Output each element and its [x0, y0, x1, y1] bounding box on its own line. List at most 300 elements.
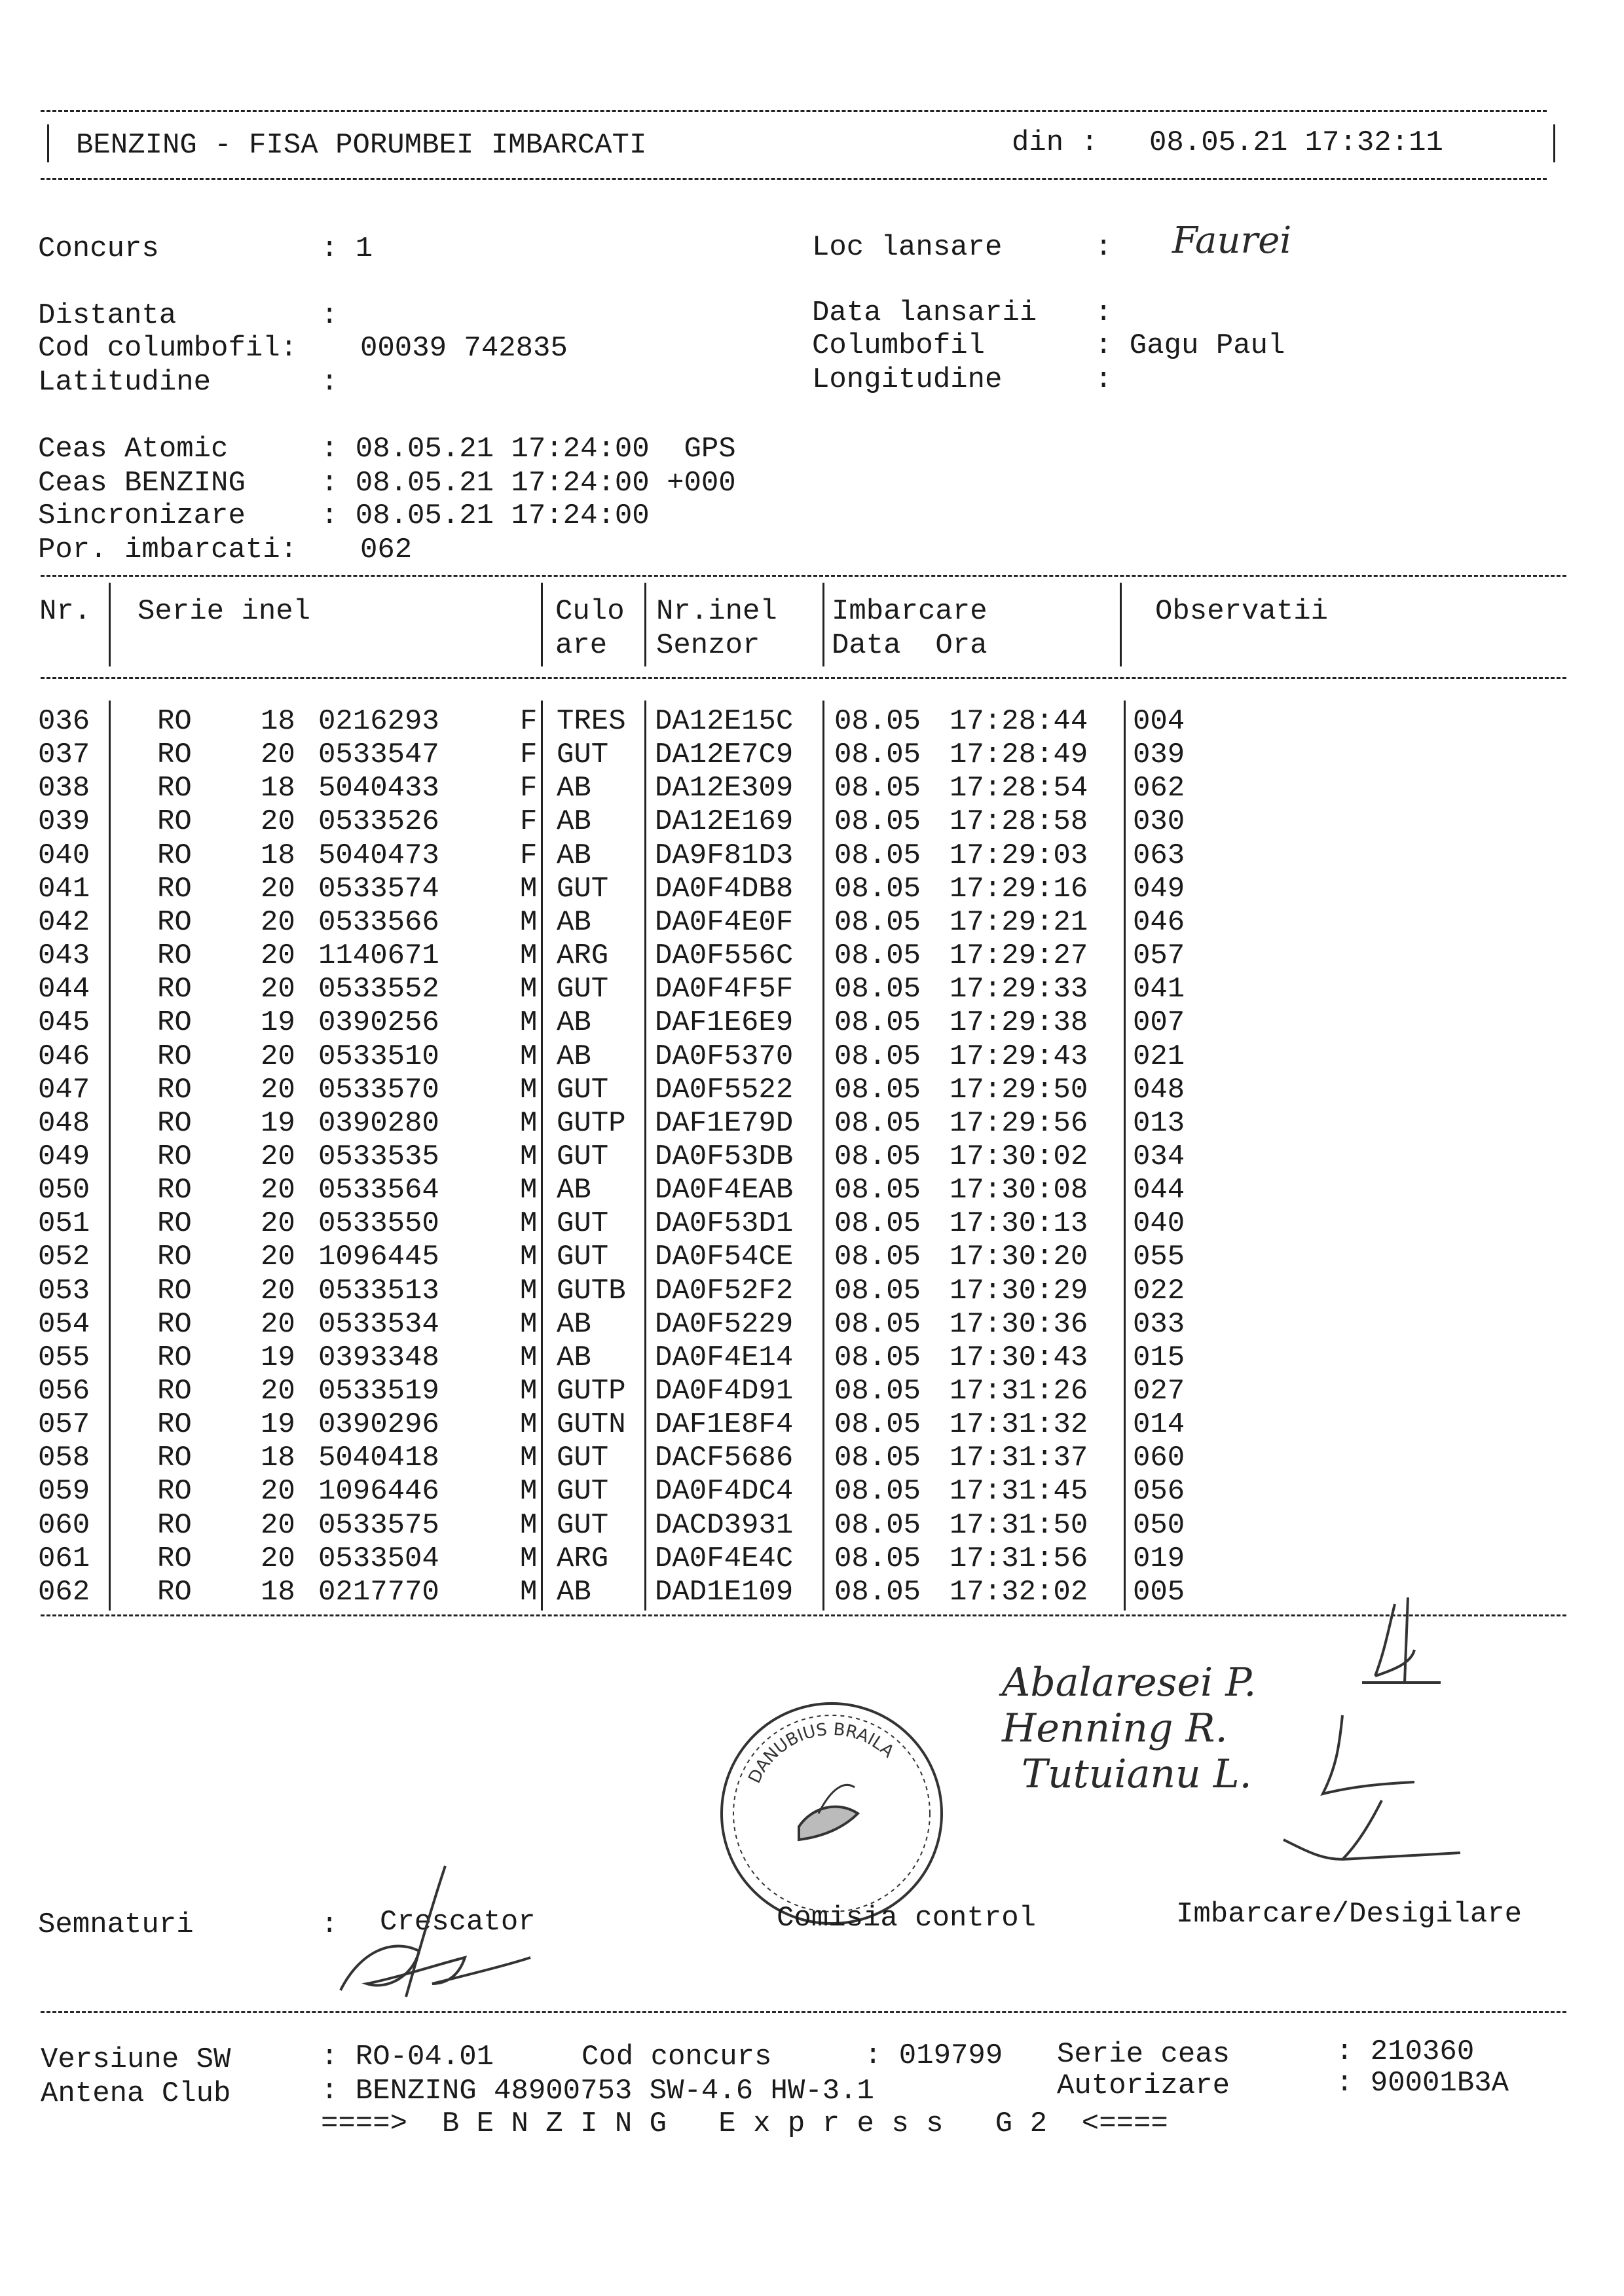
cell-nr: 036 [38, 705, 90, 738]
cell-ora: 17:31:26 [950, 1375, 1088, 1408]
sincronizare-label: Sincronizare [38, 500, 246, 532]
cell-sex: M [520, 1174, 538, 1207]
cell-culoare: AB [557, 1040, 591, 1073]
cell-sex: F [520, 705, 538, 738]
cell-an: 20 [261, 1274, 295, 1307]
cell-sex: M [520, 1307, 538, 1341]
cell-culoare: AB [557, 1575, 591, 1609]
cell-ora: 17:29:33 [950, 973, 1088, 1006]
versiune-sw-label: Versiune SW [41, 2043, 231, 2076]
cell-ora: 17:30:02 [950, 1140, 1088, 1173]
cell-senzor: DA0F5522 [655, 1073, 794, 1106]
table-row [0, 872, 1624, 908]
cell-observatii: 030 [1133, 805, 1185, 839]
col-header-nr: Nr. [39, 595, 92, 628]
cell-an: 20 [261, 872, 295, 905]
cell-tara: RO [157, 1073, 192, 1106]
cell-nr: 056 [38, 1375, 90, 1408]
cell-data: 08.05 [834, 939, 921, 973]
cell-culoare: AB [557, 1307, 591, 1341]
cell-observatii: 044 [1133, 1174, 1185, 1207]
cell-culoare: AB [557, 1006, 591, 1040]
cell-data: 08.05 [834, 973, 921, 1006]
table-top-border [41, 575, 1566, 577]
cell-observatii: 033 [1133, 1307, 1185, 1341]
cell-observatii: 049 [1133, 872, 1185, 905]
cell-senzor: DA0F4DC4 [655, 1475, 794, 1508]
cell-observatii: 055 [1133, 1241, 1185, 1274]
cell-tara: RO [157, 905, 192, 939]
cell-ora: 17:29:27 [950, 939, 1088, 973]
ceas-atomic-label: Ceas Atomic [38, 433, 229, 465]
cell-observatii: 050 [1133, 1508, 1185, 1542]
header-bottom-border [41, 178, 1547, 180]
cell-ora: 17:31:32 [950, 1408, 1088, 1442]
cell-nr: 040 [38, 839, 90, 872]
header-divider [541, 583, 543, 666]
cell-an: 20 [261, 1307, 295, 1341]
cell-nr: 042 [38, 905, 90, 939]
ceas-benzing-value: : 08.05.21 17:24:00 +000 [321, 467, 736, 500]
cell-tara: RO [157, 1575, 192, 1609]
cell-tara: RO [157, 1174, 192, 1207]
cell-nr: 039 [38, 805, 90, 839]
cell-an: 20 [261, 905, 295, 939]
cell-senzor: DA12E7C9 [655, 738, 794, 772]
col-header-imbarcare-2: Data Ora [832, 629, 987, 662]
col-header-culoare-1: Culo [555, 595, 625, 628]
cell-data: 08.05 [834, 1508, 921, 1542]
cell-serie: 0533550 [318, 1207, 439, 1241]
cell-an: 18 [261, 1575, 295, 1609]
cell-an: 20 [261, 1207, 295, 1241]
document-title: BENZING - FISA PORUMBEI IMBARCATI [76, 129, 647, 162]
data-lansarii-label: Data lansarii [812, 297, 1037, 329]
table-row [0, 841, 1624, 875]
table-row [0, 1042, 1624, 1076]
cell-an: 20 [261, 1508, 295, 1542]
cell-observatii: 057 [1133, 939, 1185, 973]
antena-club-label: Antena Club [41, 2077, 231, 2110]
stamp-text: DANUBIUS BRAILA [745, 1719, 898, 1787]
cell-ora: 17:28:49 [950, 738, 1088, 772]
cell-tara: RO [157, 939, 192, 973]
loc-lansare-handwritten: Faurei [1172, 219, 1292, 262]
cell-serie: 0533566 [318, 905, 439, 939]
cell-observatii: 015 [1133, 1341, 1185, 1374]
table-row [0, 1243, 1624, 1276]
cell-data: 08.05 [834, 1140, 921, 1173]
cell-nr: 045 [38, 1006, 90, 1040]
cell-ora: 17:28:58 [950, 805, 1088, 839]
cell-an: 20 [261, 805, 295, 839]
table-row [0, 1444, 1624, 1477]
cell-senzor: DAF1E6E9 [655, 1006, 794, 1040]
table-row [0, 941, 1624, 975]
cell-data: 08.05 [834, 1174, 921, 1207]
cell-culoare: AB [557, 805, 591, 839]
header-top-border [41, 110, 1547, 112]
cell-ora: 17:29:03 [950, 839, 1088, 872]
cell-observatii: 046 [1133, 905, 1185, 939]
cell-culoare: AB [557, 772, 591, 805]
cell-an: 20 [261, 1140, 295, 1173]
cell-senzor: DA0F4E4C [655, 1542, 794, 1575]
cell-nr: 060 [38, 1508, 90, 1542]
svg-text:DANUBIUS BRAILA [745, 1720, 898, 1787]
table-row [0, 1176, 1624, 1209]
cell-sex: M [520, 1241, 538, 1274]
cell-senzor: DA12E309 [655, 772, 794, 805]
cell-serie: 0533575 [318, 1508, 439, 1542]
cod-columbofil-value: 00039 742835 [360, 332, 568, 365]
cell-data: 08.05 [834, 705, 921, 738]
cell-observatii: 022 [1133, 1274, 1185, 1307]
cell-serie: 0393348 [318, 1341, 439, 1374]
cell-serie: 0533519 [318, 1375, 439, 1408]
serie-ceas-value: : 210360 [1336, 2035, 1475, 2068]
cell-data: 08.05 [834, 1274, 921, 1307]
cell-ora: 17:29:16 [950, 872, 1088, 905]
serie-ceas-label: Serie ceas [1057, 2038, 1230, 2071]
cell-an: 18 [261, 839, 295, 872]
cell-tara: RO [157, 1241, 192, 1274]
cell-an: 20 [261, 1375, 295, 1408]
cell-sex: M [520, 1040, 538, 1073]
cell-nr: 047 [38, 1073, 90, 1106]
table-row [0, 807, 1624, 841]
comisia-control-label: Comisia control [777, 1902, 1037, 1935]
cell-senzor: DA0F4EAB [655, 1174, 794, 1207]
cell-data: 08.05 [834, 772, 921, 805]
cell-tara: RO [157, 1106, 192, 1140]
cell-tara: RO [157, 1040, 192, 1073]
cell-data: 08.05 [834, 905, 921, 939]
columbofil-label: Columbofil [812, 329, 986, 362]
cell-ora: 17:30:20 [950, 1241, 1088, 1274]
longitudine-label: Longitudine [812, 363, 1003, 396]
cell-tara: RO [157, 1408, 192, 1442]
cell-an: 20 [261, 1073, 295, 1106]
cell-observatii: 027 [1133, 1375, 1185, 1408]
cell-ora: 17:28:54 [950, 772, 1088, 805]
cell-tara: RO [157, 1542, 192, 1575]
cell-observatii: 034 [1133, 1140, 1185, 1173]
cell-tara: RO [157, 872, 192, 905]
cell-serie: 5040433 [318, 772, 439, 805]
cod-columbofil-label: Cod columbofil: [38, 332, 298, 365]
cell-observatii: 007 [1133, 1006, 1185, 1040]
handwritten-name-2: Henning R. [1002, 1705, 1228, 1751]
loc-lansare-value: : [1095, 231, 1113, 264]
cell-data: 08.05 [834, 805, 921, 839]
cell-culoare: GUT [557, 1073, 609, 1106]
cell-nr: 059 [38, 1475, 90, 1508]
table-row [0, 774, 1624, 807]
cell-an: 18 [261, 1442, 295, 1475]
cell-senzor: DA0F4E14 [655, 1341, 794, 1374]
cell-sex: F [520, 839, 538, 872]
cell-nr: 049 [38, 1140, 90, 1173]
cell-serie: 0533535 [318, 1140, 439, 1173]
header-divider [644, 583, 646, 666]
cell-ora: 17:29:21 [950, 905, 1088, 939]
cell-tara: RO [157, 1207, 192, 1241]
cell-tara: RO [157, 1274, 192, 1307]
cell-an: 20 [261, 1542, 295, 1575]
cell-serie: 1140671 [318, 939, 439, 973]
club-stamp [714, 1696, 950, 1931]
ceas-atomic-value: : 08.05.21 17:24:00 GPS [321, 433, 736, 465]
imbarcati-value: 062 [360, 534, 413, 566]
signature-scribbles [1244, 1552, 1519, 1866]
cell-culoare: AB [557, 839, 591, 872]
cell-nr: 052 [38, 1241, 90, 1274]
cell-serie: 0533552 [318, 973, 439, 1006]
cell-nr: 053 [38, 1274, 90, 1307]
cell-nr: 058 [38, 1442, 90, 1475]
cell-nr: 038 [38, 772, 90, 805]
cell-ora: 17:29:56 [950, 1106, 1088, 1140]
cell-serie: 0390256 [318, 1006, 439, 1040]
print-date-value: 08.05.21 17:32:11 [1149, 126, 1443, 159]
cell-culoare: GUT [557, 973, 609, 1006]
cell-senzor: DA0F5229 [655, 1307, 794, 1341]
cell-culoare: TRES [557, 705, 626, 738]
cell-serie: 1096446 [318, 1475, 439, 1508]
semnaturi-colon: : [321, 1908, 339, 1941]
cell-senzor: DA0F54CE [655, 1241, 794, 1274]
cell-an: 19 [261, 1006, 295, 1040]
cell-ora: 17:31:56 [950, 1542, 1088, 1575]
cell-serie: 5040473 [318, 839, 439, 872]
cell-culoare: GUT [557, 872, 609, 905]
cell-sex: M [520, 973, 538, 1006]
crescator-signature [321, 1853, 570, 2010]
columbofil-value: : Gagu Paul [1095, 329, 1285, 362]
cell-data: 08.05 [834, 1040, 921, 1073]
table-row [0, 1008, 1624, 1042]
footer-top-border [41, 2011, 1566, 2013]
imbarcare-desigilare-label: Imbarcare/Desigilare [1176, 1898, 1522, 1931]
cell-sex: M [520, 1475, 538, 1508]
cell-ora: 17:32:02 [950, 1575, 1088, 1609]
cell-sex: F [520, 772, 538, 805]
cell-nr: 054 [38, 1307, 90, 1341]
header-left-border [47, 124, 49, 162]
cell-serie: 0533526 [318, 805, 439, 839]
concurs-label: Concurs [38, 232, 159, 265]
cell-ora: 17:30:43 [950, 1341, 1088, 1374]
handwritten-name-1: Abalaresei P. [1002, 1660, 1257, 1705]
cell-culoare: GUT [557, 1241, 609, 1274]
cell-senzor: DA0F5370 [655, 1040, 794, 1073]
cell-data: 08.05 [834, 1375, 921, 1408]
cell-data: 08.05 [834, 1341, 921, 1374]
cell-sex: M [520, 872, 538, 905]
cell-observatii: 056 [1133, 1475, 1185, 1508]
header-divider [822, 583, 824, 666]
cod-concurs-label: Cod concurs [581, 2041, 772, 2073]
cell-senzor: DA0F52F2 [655, 1274, 794, 1307]
cell-serie: 0533534 [318, 1307, 439, 1341]
cell-senzor: DACD3931 [655, 1508, 794, 1542]
cell-sex: M [520, 939, 538, 973]
cell-observatii: 062 [1133, 772, 1185, 805]
cell-nr: 061 [38, 1542, 90, 1575]
cell-serie: 0390296 [318, 1408, 439, 1442]
cell-tara: RO [157, 1307, 192, 1341]
cell-data: 08.05 [834, 738, 921, 772]
cell-culoare: GUT [557, 1508, 609, 1542]
cell-culoare: GUTP [557, 1106, 626, 1140]
cod-concurs-value: : 019799 [864, 2039, 1003, 2072]
cell-tara: RO [157, 1375, 192, 1408]
cell-tara: RO [157, 973, 192, 1006]
cell-culoare: AB [557, 1341, 591, 1374]
cell-data: 08.05 [834, 1542, 921, 1575]
cell-culoare: GUTB [557, 1274, 626, 1307]
benzing-express-banner: ====> B E N Z I N G E x p r e s s G 2 <==== [321, 2107, 1168, 2140]
cell-sex: M [520, 1006, 538, 1040]
col-header-serie: Serie inel [138, 595, 311, 628]
cell-an: 20 [261, 1040, 295, 1073]
cell-senzor: DA12E169 [655, 805, 794, 839]
cell-tara: RO [157, 1475, 192, 1508]
cell-serie: 0533570 [318, 1073, 439, 1106]
cell-ora: 17:28:44 [950, 705, 1088, 738]
table-header-separator [41, 677, 1566, 679]
cell-culoare: AB [557, 1174, 591, 1207]
cell-culoare: AB [557, 905, 591, 939]
cell-senzor: DAF1E8F4 [655, 1408, 794, 1442]
cell-culoare: ARG [557, 1542, 609, 1575]
cell-senzor: DA0F4DB8 [655, 872, 794, 905]
table-row [0, 1377, 1624, 1410]
cell-observatii: 039 [1133, 738, 1185, 772]
cell-observatii: 041 [1133, 973, 1185, 1006]
cell-nr: 046 [38, 1040, 90, 1073]
col-header-observatii: Observatii [1155, 595, 1329, 628]
distanta-label: Distanta [38, 299, 177, 332]
cell-sex: M [520, 1542, 538, 1575]
cell-observatii: 021 [1133, 1040, 1185, 1073]
cell-an: 20 [261, 1241, 295, 1274]
header-right-border [1553, 124, 1555, 162]
col-header-nr-inel-2: Senzor [656, 629, 760, 662]
cell-sex: M [520, 905, 538, 939]
cell-serie: 1096445 [318, 1241, 439, 1274]
table-row [0, 975, 1624, 1008]
cell-data: 08.05 [834, 1006, 921, 1040]
cell-senzor: DACF5686 [655, 1442, 794, 1475]
cell-serie: 0533504 [318, 1542, 439, 1575]
cell-observatii: 048 [1133, 1073, 1185, 1106]
cell-nr: 057 [38, 1408, 90, 1442]
sincronizare-value: : 08.05.21 17:24:00 [321, 500, 650, 532]
versiune-sw-value: : RO-04.01 [321, 2041, 494, 2073]
cell-data: 08.05 [834, 1575, 921, 1609]
crescator-label: Crescator [380, 1906, 536, 1939]
cell-tara: RO [157, 1341, 192, 1374]
cell-culoare: GUT [557, 1442, 609, 1475]
concurs-value: : 1 [321, 232, 373, 265]
cell-ora: 17:30:13 [950, 1207, 1088, 1241]
table-row [0, 1073, 1624, 1109]
cell-data: 08.05 [834, 872, 921, 905]
latitudine-label: Latitudine [38, 366, 212, 399]
cell-an: 20 [261, 973, 295, 1006]
cell-senzor: DAF1E79D [655, 1106, 794, 1140]
cell-observatii: 060 [1133, 1442, 1185, 1475]
cell-senzor: DAD1E109 [655, 1575, 794, 1609]
cell-senzor: DA0F4F5F [655, 973, 794, 1006]
cell-senzor: DA0F4E0F [655, 905, 794, 939]
cell-data: 08.05 [834, 839, 921, 872]
cell-serie: 0217770 [318, 1575, 439, 1609]
table-row [0, 1508, 1624, 1544]
cell-senzor: DA9F81D3 [655, 839, 794, 872]
cell-culoare: GUTN [557, 1408, 626, 1442]
cell-an: 20 [261, 939, 295, 973]
cell-observatii: 040 [1133, 1207, 1185, 1241]
cell-observatii: 004 [1133, 705, 1185, 738]
longitudine-value: : [1095, 363, 1113, 396]
cell-serie: 5040418 [318, 1442, 439, 1475]
cell-tara: RO [157, 772, 192, 805]
cell-serie: 0216293 [318, 705, 439, 738]
cell-nr: 041 [38, 872, 90, 905]
cell-culoare: GUTP [557, 1375, 626, 1408]
table-row [0, 1106, 1624, 1142]
cell-an: 20 [261, 1475, 295, 1508]
cell-senzor: DA0F53D1 [655, 1207, 794, 1241]
cell-senzor: DA0F53DB [655, 1140, 794, 1173]
cell-nr: 044 [38, 973, 90, 1006]
table-row [0, 1274, 1624, 1310]
cell-an: 20 [261, 738, 295, 772]
autorizare-label: Autorizare [1057, 2069, 1230, 2102]
cell-ora: 17:29:50 [950, 1073, 1088, 1106]
cell-observatii: 014 [1133, 1408, 1185, 1442]
cell-nr: 048 [38, 1106, 90, 1140]
cell-data: 08.05 [834, 1073, 921, 1106]
cell-data: 08.05 [834, 1307, 921, 1341]
cell-tara: RO [157, 1006, 192, 1040]
cell-observatii: 013 [1133, 1106, 1185, 1140]
cell-sex: M [520, 1073, 538, 1106]
cell-sex: M [520, 1341, 538, 1374]
distanta-value: : [321, 299, 339, 332]
cell-an: 20 [261, 1174, 295, 1207]
autorizare-value: : 90001B3A [1336, 2067, 1509, 2100]
cell-culoare: GUT [557, 1140, 609, 1173]
cell-ora: 17:30:36 [950, 1307, 1088, 1341]
table-row [0, 1410, 1624, 1444]
cell-ora: 17:31:37 [950, 1442, 1088, 1475]
cell-an: 18 [261, 705, 295, 738]
cell-sex: M [520, 1140, 538, 1173]
cell-ora: 17:31:50 [950, 1508, 1088, 1542]
cell-nr: 043 [38, 939, 90, 973]
cell-data: 08.05 [834, 1241, 921, 1274]
cell-tara: RO [157, 805, 192, 839]
cell-nr: 050 [38, 1174, 90, 1207]
cell-an: 19 [261, 1408, 295, 1442]
col-header-imbarcare-1: Imbarcare [832, 595, 987, 628]
cell-serie: 0533513 [318, 1274, 439, 1307]
cell-senzor: DA12E15C [655, 705, 794, 738]
